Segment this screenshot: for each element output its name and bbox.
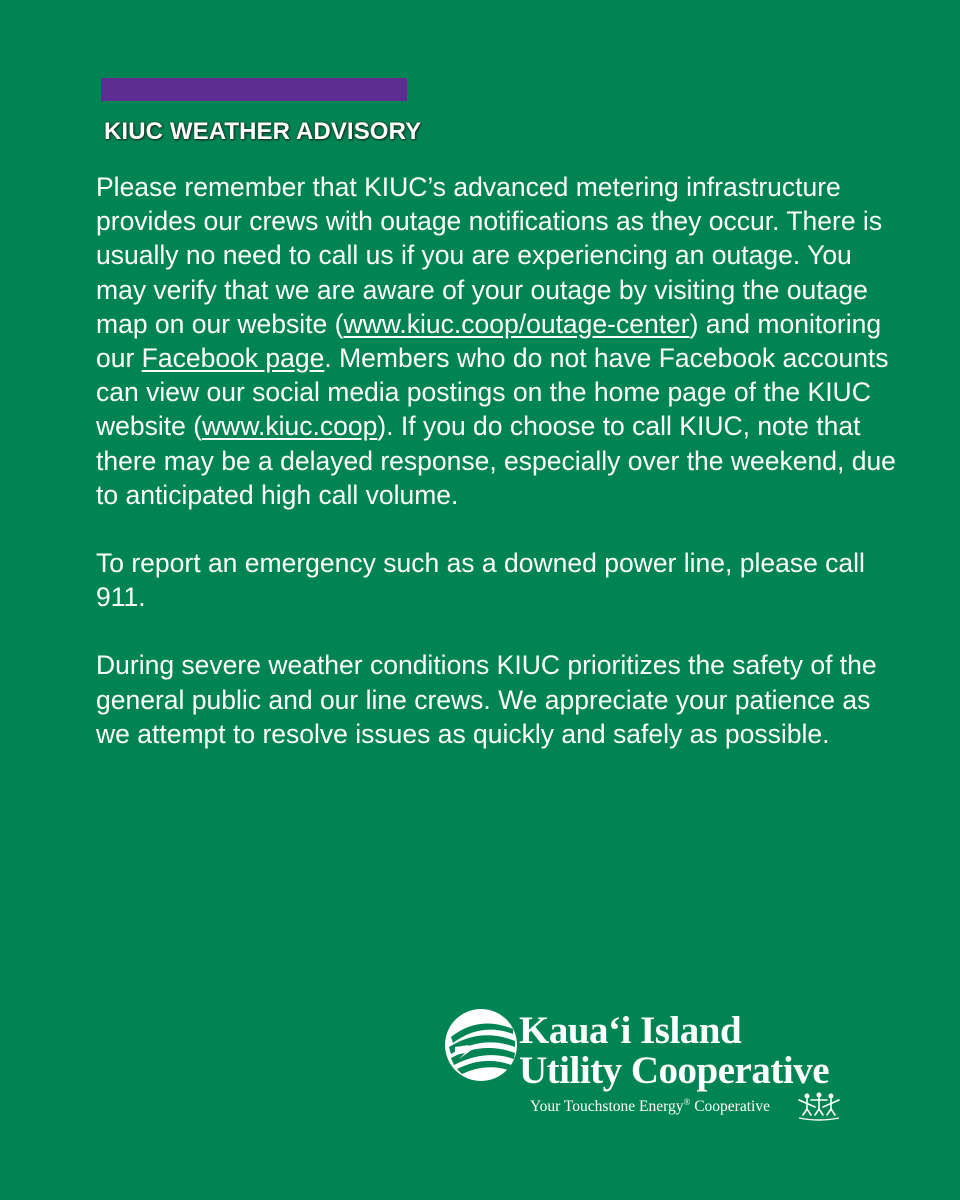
paragraph-outage-info [96,170,896,512]
advisory-heading: KIUC WEATHER ADVISORY [104,118,422,145]
kiuc-logo [443,1005,873,1130]
tagline-text: Your Touchstone Energy [530,1098,684,1116]
paragraph-emergency: To report an emergency such as a downed power line, please call 911. [96,548,865,613]
paragraph-text: ). If you do choose to call KIUC, note that there may be a delayed response, especially over the weekend, due to anticipated high call volume. [96,411,896,510]
logo-name-line1: Kaua‘i Island [519,1009,742,1052]
paragraph-text: ) and monitoring our [96,308,882,374]
kiuc-website-link[interactable]: www.kiuc.coop [202,411,378,442]
accent-bar [101,78,407,101]
outage-center-link[interactable]: www.kiuc.coop/outage-center [343,308,690,339]
paragraph-safety: During severe weather conditions KIUC prioritizes the safety of the general public and our line crews. We appreciate your patience as we attempt to resolve issues as quickly and safely as possible. [96,650,877,749]
logo-tagline [530,1097,770,1116]
logo-name-line2: Utility Cooperative [519,1049,830,1092]
paragraph-text: Please remember that KIUC’s advanced metering infrastructure provides our crews with outage notifications as they occur. There is usually no need to call us if you are experiencing an outage. You may verify that we are aware of your outage by visiting the outage map on our website ( [96,172,883,339]
touchstone-energy-icon [795,1091,843,1121]
tagline-text: Cooperative [690,1098,770,1116]
registered-mark: ® [683,1097,691,1107]
facebook-page-link[interactable]: Facebook page [141,343,325,374]
advisory-body [96,170,896,785]
kiuc-sun-logo-icon [443,1007,519,1083]
paragraph-text: . Members who do not have Facebook accounts can view our social media postings on the home page of the KIUC website ( [96,343,889,442]
